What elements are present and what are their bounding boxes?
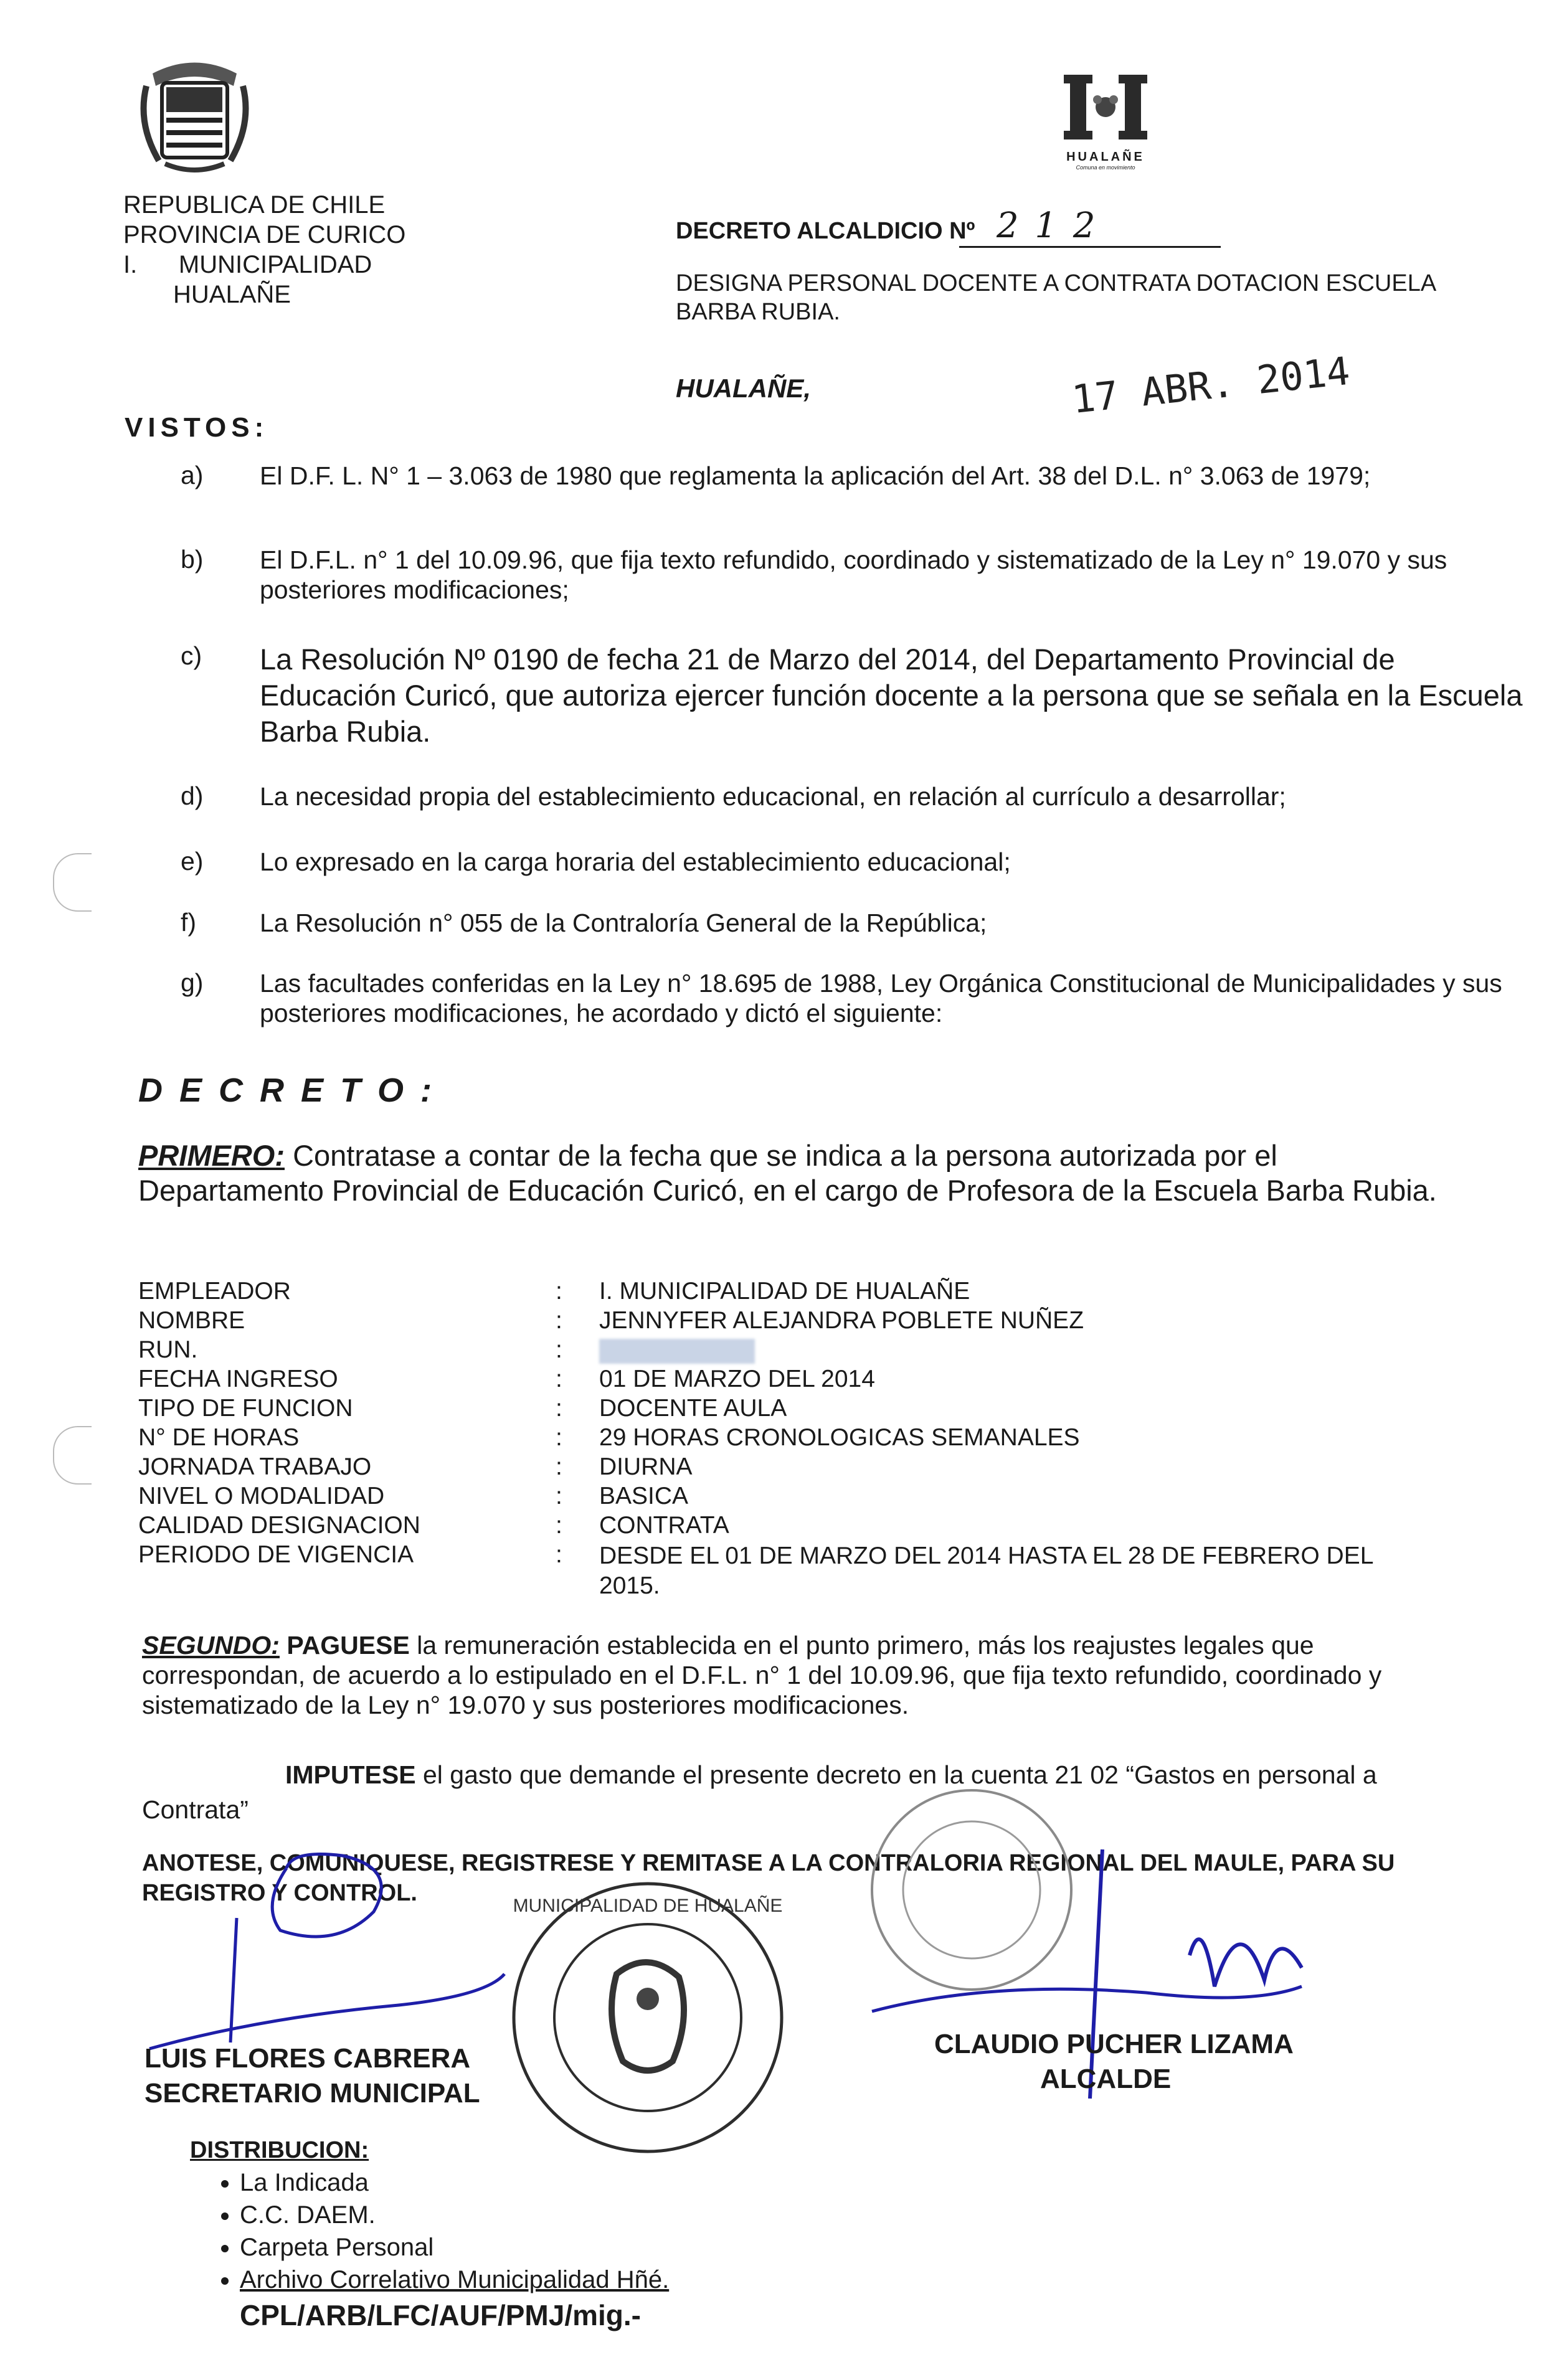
field-label: CALIDAD DESIGNACION <box>138 1512 420 1539</box>
field-value: CONTRATA <box>599 1512 729 1539</box>
field-colon: : <box>556 1366 562 1392</box>
field-row-function <box>138 1395 1384 1425</box>
field-colon: : <box>556 1278 562 1305</box>
field-value: 29 HORAS CRONOLOGICAS SEMANALES <box>599 1424 1080 1451</box>
field-label: RUN. <box>138 1336 198 1363</box>
distribution-block <box>190 2137 1000 2332</box>
vistos-item-label: f) <box>181 908 197 937</box>
field-label: NOMBRE <box>138 1307 245 1334</box>
field-value: JENNYFER ALEJANDRA POBLETE NUÑEZ <box>599 1307 1084 1334</box>
decree-subject: DESIGNA PERSONAL DOCENTE A CONTRATA DOTACION ESCUELA BARBA RUBIA. <box>676 270 1436 325</box>
anotese-paragraph: ANOTESE, COMUNIQUESE, REGISTRESE Y REMITASE A LA CONTRALORIA REGIONAL DEL MAULE, PARA SU REGISTRO Y CONTROL. <box>142 1850 1395 1906</box>
field-label: EMPLEADOR <box>138 1278 291 1305</box>
field-label: JORNADA TRABAJO <box>138 1453 372 1480</box>
primero-paragraph <box>138 1138 1459 1208</box>
punch-hole <box>53 1426 92 1485</box>
vistos-title: VISTOS: <box>125 412 269 443</box>
imputese-text: el gasto que demande el presente decreto en la cuenta 21 02 “Gastos en personal a Contrata” <box>142 1760 1377 1824</box>
hualane-logo <box>1059 70 1152 182</box>
field-value: 01 DE MARZO DEL 2014 <box>599 1366 875 1392</box>
run-redacted <box>599 1336 1409 1364</box>
field-colon: : <box>556 1424 562 1451</box>
field-row-name <box>138 1307 1384 1337</box>
mayor-title: ALCALDE <box>1040 2064 1172 2094</box>
place: HUALAÑE, <box>676 374 811 403</box>
segundo-text: la remuneración establecida en el punto primero, más los reajustes legales que correspondan, de acuerdo a lo estipulado en el D.F.L. n° 1 del 10.09.96, que fija texto refundido, coordinado y sistematizado de la Ley n° 19.070 y sus posteriores modificaciones. <box>142 1631 1382 1719</box>
employment-fields <box>138 1278 1446 1614</box>
field-label: FECHA INGRESO <box>138 1366 338 1392</box>
field-row-start-date <box>138 1366 1384 1395</box>
field-value: BASICA <box>599 1483 689 1509</box>
secretary-seal <box>504 1874 791 2161</box>
vistos-item-text: El D.F.L. n° 1 del 10.09.96, que fija texto refundido, coordinado y sistematizado de la Ley n° 19.070 y sus posteriores modificaciones; <box>260 545 1447 604</box>
field-colon: : <box>556 1541 562 1568</box>
secretary-block <box>144 2041 480 2111</box>
municipal-coat-of-arms <box>128 49 262 179</box>
field-row-level <box>138 1483 1384 1513</box>
vistos-item-text: La Resolución n° 055 de la Contraloría General de la República; <box>260 909 987 937</box>
field-row-hours <box>138 1424 1384 1454</box>
field-row-run <box>138 1336 1384 1366</box>
field-value: DESDE EL 01 DE MARZO DEL 2014 HASTA EL 28 DE FEBRERO DEL 2015. <box>599 1542 1373 1599</box>
vistos-item-label: a) <box>181 461 204 489</box>
field-value: DOCENTE AULA <box>599 1395 787 1422</box>
punch-hole <box>53 853 92 912</box>
vistos-item-text: Lo expresado en la carga horaria del establecimiento educacional; <box>260 848 1011 876</box>
field-label: N° DE HORAS <box>138 1424 300 1451</box>
vistos-item-text: El D.F. L. N° 1 – 3.063 de 1980 que reglamenta la aplicación del Art. 38 del D.L. n° 3.063 de 1979; <box>260 461 1371 490</box>
decreto-title: D E C R E T O : <box>138 1072 436 1109</box>
segundo-label: SEGUNDO: <box>142 1631 280 1660</box>
header-line-country: REPUBLICA DE CHILE <box>123 191 386 219</box>
field-row-validity <box>138 1541 1384 1603</box>
vistos-item-label: g) <box>181 968 204 997</box>
vistos-item-text: La necesidad propia del establecimiento educacional, en relación al currículo a desarrollar; <box>260 782 1286 811</box>
secretary-name: LUIS FLORES CABRERA <box>144 2043 471 2074</box>
vistos-item-label: b) <box>181 545 204 574</box>
distribution-list <box>190 2166 1000 2296</box>
decree-number-underline <box>959 246 1221 248</box>
list-item: • Archivo Correlativo Municipalidad Hñé. <box>240 2264 1000 2296</box>
header-institution <box>123 190 405 309</box>
seal-label: MUNICIPALIDAD DE HUALAÑE <box>513 1896 783 1916</box>
vistos-item-text: La Resolución Nº 0190 de fecha 21 de Marzo del 2014, del Departamento Provincial de Educación Curicó, que autoriza ejercer función docente a la persona que se señala en la Escuela Barba Rubia. <box>260 643 1523 748</box>
vistos-item-label: e) <box>181 847 204 876</box>
list-item: • Carpeta Personal <box>240 2231 1000 2264</box>
field-value: DIURNA <box>599 1453 693 1480</box>
field-label: PERIODO DE VIGENCIA <box>138 1541 414 1568</box>
field-colon: : <box>556 1483 562 1509</box>
field-colon: : <box>556 1453 562 1480</box>
vistos-item-label: d) <box>181 782 204 810</box>
imputese-bold: IMPUTESE <box>285 1760 416 1789</box>
mayor-name: CLAUDIO PUCHER LIZAMA <box>934 2029 1294 2059</box>
field-value: I. MUNICIPALIDAD DE HUALAÑE <box>599 1278 970 1305</box>
header-line-municipality: I. MUNICIPALIDAD <box>123 251 372 278</box>
field-label: TIPO DE FUNCION <box>138 1395 353 1422</box>
header-line-province: PROVINCIA DE CURICO <box>123 221 406 248</box>
field-row-employer <box>138 1278 1384 1308</box>
vistos-item-text: Las facultades conferidas en la Ley n° 18.695 de 1988, Ley Orgánica Constitucional de Municipalidades y sus posteriores modificaciones, he acordado y dictó el siguiente: <box>260 969 1502 1027</box>
field-label: NIVEL O MODALIDAD <box>138 1483 385 1509</box>
logo-motto: Comuna en movimiento <box>1076 164 1135 171</box>
segundo-paragraph <box>142 1630 1462 1720</box>
segundo-bold: PAGUESE <box>287 1631 410 1660</box>
primero-label: PRIMERO: <box>138 1139 285 1172</box>
mayor-block <box>934 2027 1370 2097</box>
header-line-city: HUALAÑE <box>173 281 291 308</box>
decree-label: DECRETO ALCALDICIO Nº <box>676 218 975 244</box>
field-row-shift <box>138 1453 1384 1483</box>
list-item: • La Indicada <box>240 2166 1000 2199</box>
field-colon: : <box>556 1512 562 1539</box>
distribution-title: DISTRIBUCION: <box>190 2137 369 2163</box>
decree-number: 2 1 2 <box>997 205 1098 246</box>
primero-text: Contratase a contar de la fecha que se indica a la persona autorizada por el Departamento Provincial de Educación Curicó, en el cargo de Profesora de la Escuela Barba Rubia. <box>138 1139 1437 1207</box>
field-colon: : <box>556 1336 562 1363</box>
field-colon: : <box>556 1307 562 1334</box>
date-stamp: 17 ABR. 2014 <box>1069 347 1352 423</box>
logo-wordmark: HUALAÑE <box>1066 150 1145 164</box>
field-row-designation <box>138 1512 1384 1542</box>
field-colon: : <box>556 1395 562 1422</box>
list-item: • C.C. DAEM. <box>240 2199 1000 2231</box>
vistos-item-label: c) <box>181 641 202 670</box>
distribution-initials: CPL/ARB/LFC/AUF/PMJ/mig.- <box>240 2299 641 2331</box>
imputese-paragraph <box>142 1757 1462 1827</box>
secretary-title: SECRETARIO MUNICIPAL <box>144 2078 480 2108</box>
